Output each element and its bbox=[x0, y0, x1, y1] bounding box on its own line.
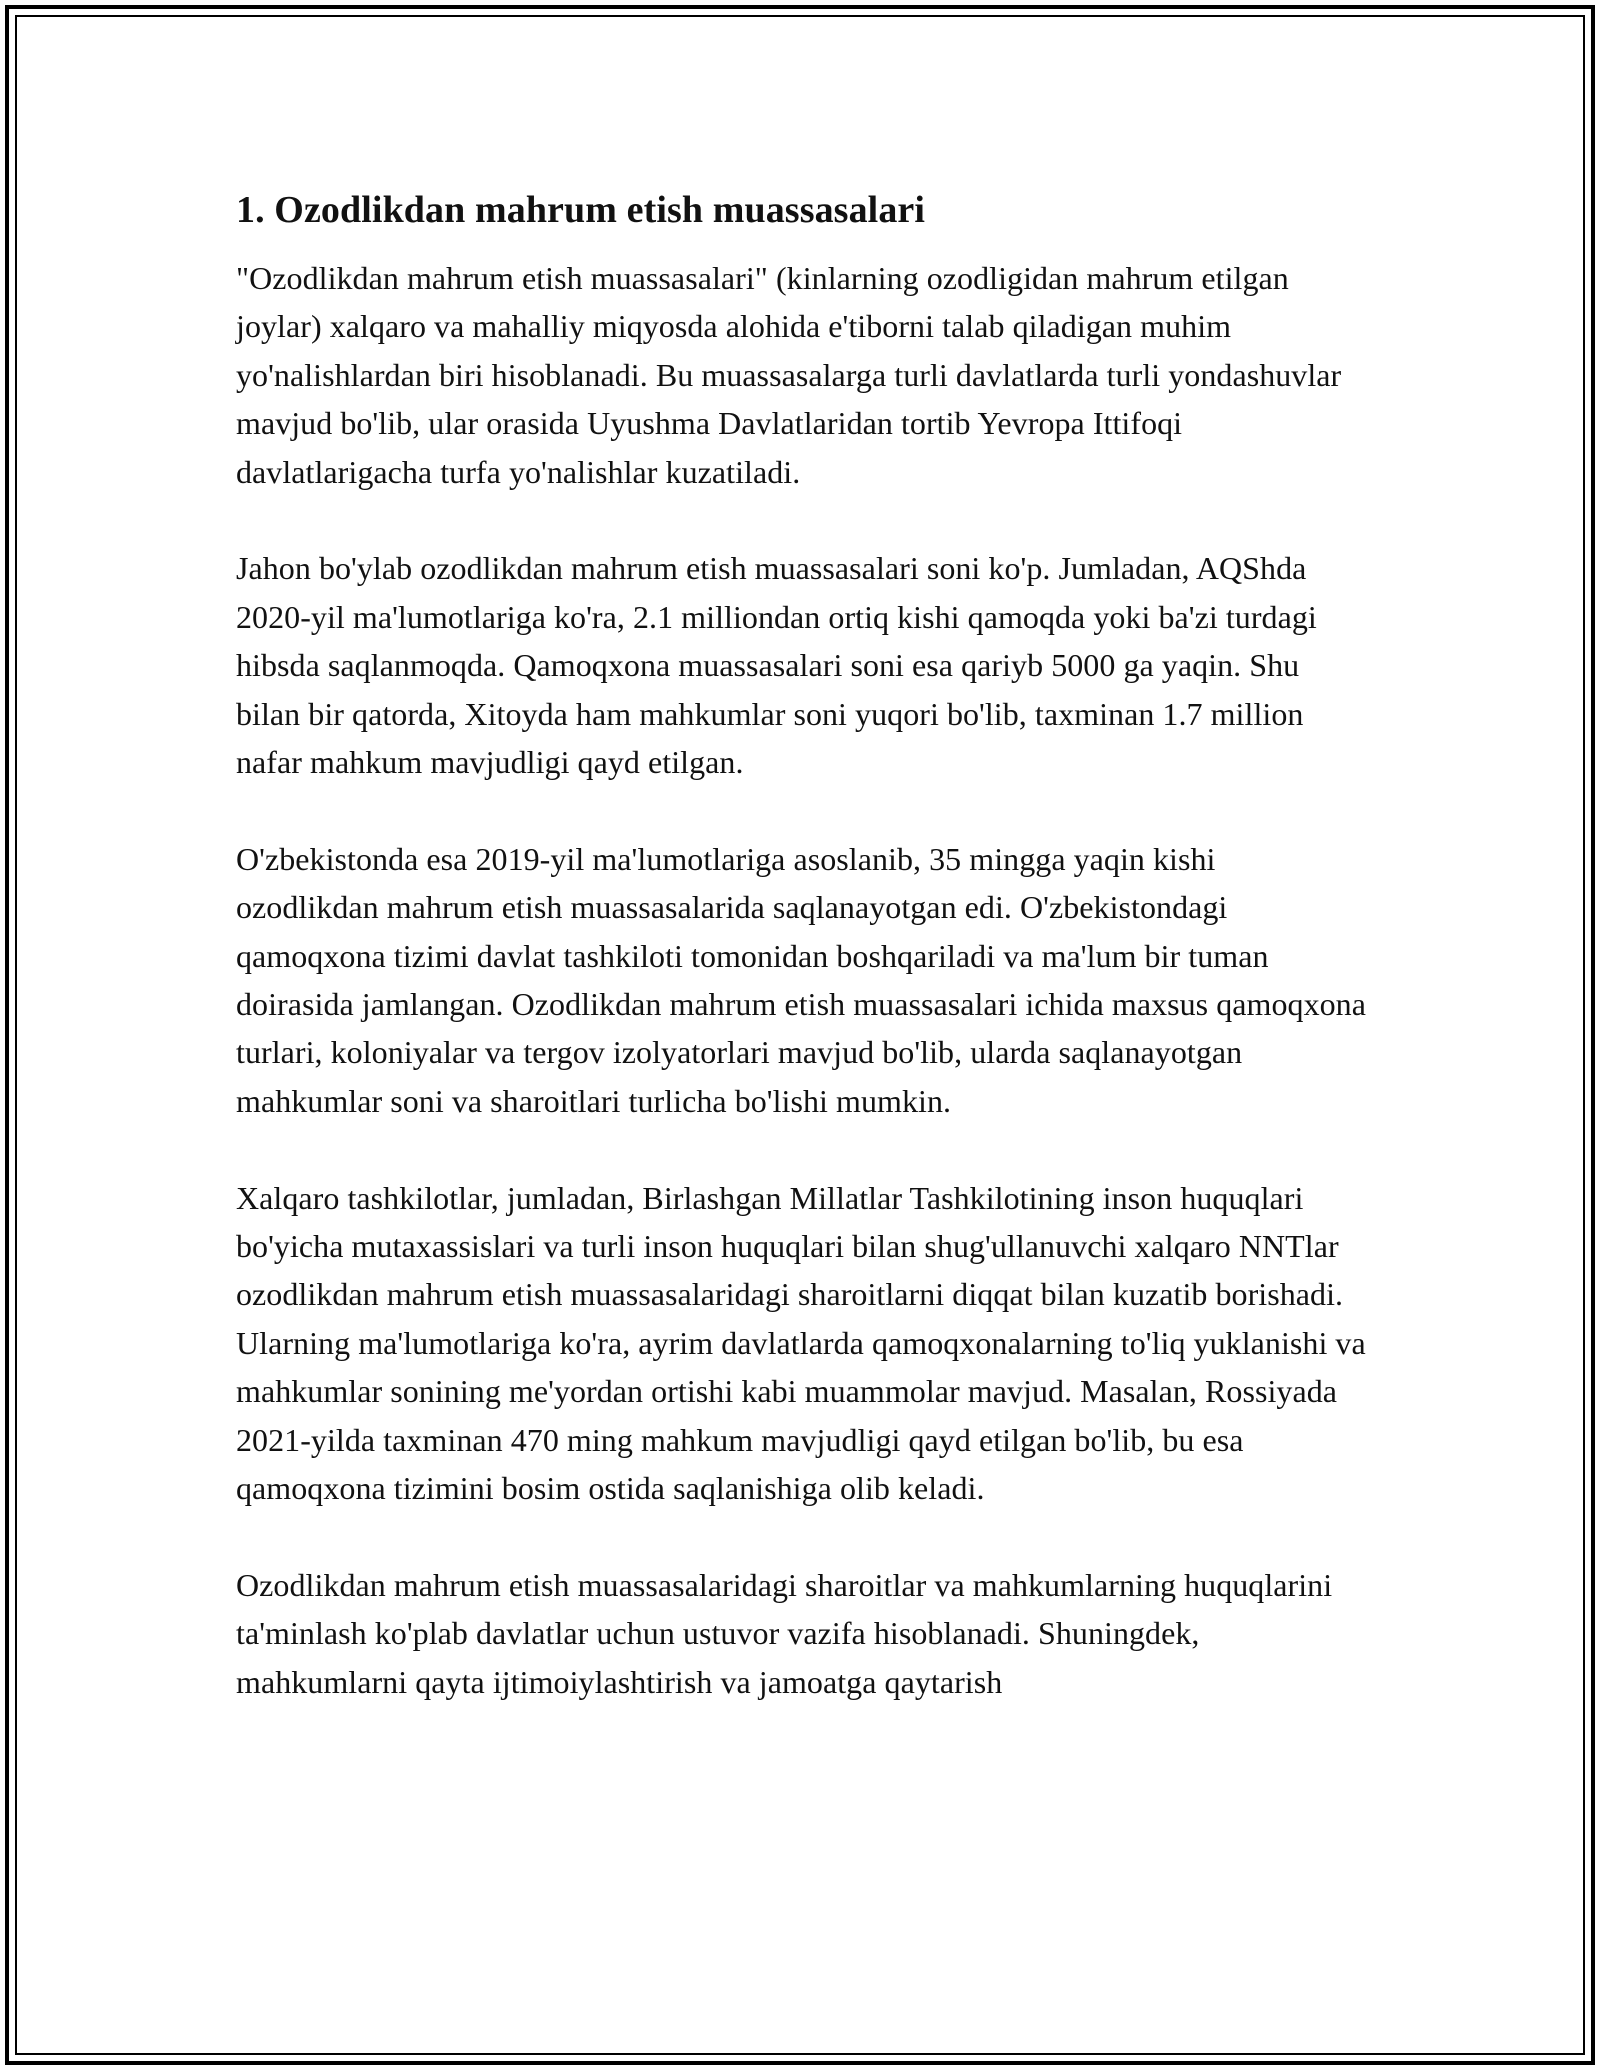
paragraph-5: Ozodlikdan mahrum etish muassasalaridagi sharoitlar va mahkumlarning huquqlarini ta'minlash ko'plab davlatlar uchun ustuvor vazifa hisoblanadi. Shuningdek, mahkumlarni qayta ijtimoiylashtirish va jamoatga qaytarish bbox=[236, 1566, 1333, 1700]
section-heading: 1. Ozodlikdan mahrum etish muassasalari bbox=[236, 189, 926, 231]
paragraph-4: Xalqaro tashkilotlar, jumladan, Birlashgan Millatlar Tashkilotining inson huquqlari bo'yicha mutaxassislari va turli inson huquqlari bilan shug'ullanuvchi xalqaro NNTlar ozodlikdan mahrum etish muassasalaridagi sharoitlarni diqqat bilan kuzatib borishadi. Ularning ma'lumotlariga ko'ra, ayrim davlatlarda qamoqxonalarning to'liq yuklanishi va mahkumlar sonining me'yordan ortishi kabi muammolar mavjud. Masalan, Rossiyada 2021-yilda taxminan 470 ming mahkum mavjudligi qayd etilgan bo'lib, bu esa qamoqxona tizimini bosim ostida saqlanishiga olib keladi. bbox=[236, 1179, 1366, 1507]
document-body bbox=[236, 186, 1366, 1706]
paragraph-3: O'zbekistonda esa 2019-yil ma'lumotlariga asoslanib, 35 mingga yaqin kishi ozodlikdan mahrum etish muassasalarida saqlanayotgan edi. O'zbekistondagi qamoqxona tizimi davlat tashkiloti tomonidan boshqariladi va ma'lum bir tuman doirasida jamlangan. Ozodlikdan mahrum etish muassasalari ichida maxsus qamoqxona turlari, koloniyalar va tergov izolyatorlari mavjud bo'lib, ularda saqlanayotgan mahkumlar soni va sharoitlari turlicha bo'lishi mumkin. bbox=[236, 840, 1366, 1119]
paragraph-2: Jahon bo'ylab ozodlikdan mahrum etish muassasalari soni ko'p. Jumladan, AQShda 2020-yil ma'lumotlariga ko'ra, 2.1 milliondan ortiq kishi qamoqda yoki ba'zi turdagi hibsda saqlanmoqda. Qamoqxona muassasalari soni esa qariyb 5000 ga yaqin. Shu bilan bir qatorda, Xitoyda ham mahkumlar soni yuqori bo'lib, taxminan 1.7 million nafar mahkum mavjudligi qayd etilgan. bbox=[236, 550, 1317, 781]
paragraph-1: "Ozodlikdan mahrum etish muassasalari" (kinlarning ozodligidan mahrum etilgan joylar) xalqaro va mahalliy miqyosda alohida e'tiborni talab qiladigan muhim yo'nalishlardan biri hisoblanadi. Bu muassasalarga turli davlatlarda turli yondashuvlar mavjud bo'lib, ular orasida Uyushma Davlatlaridan tortib Yevropa Ittifoqi davlatlarigacha turfa yo'nalishlar kuzatiladi. bbox=[236, 260, 1342, 490]
